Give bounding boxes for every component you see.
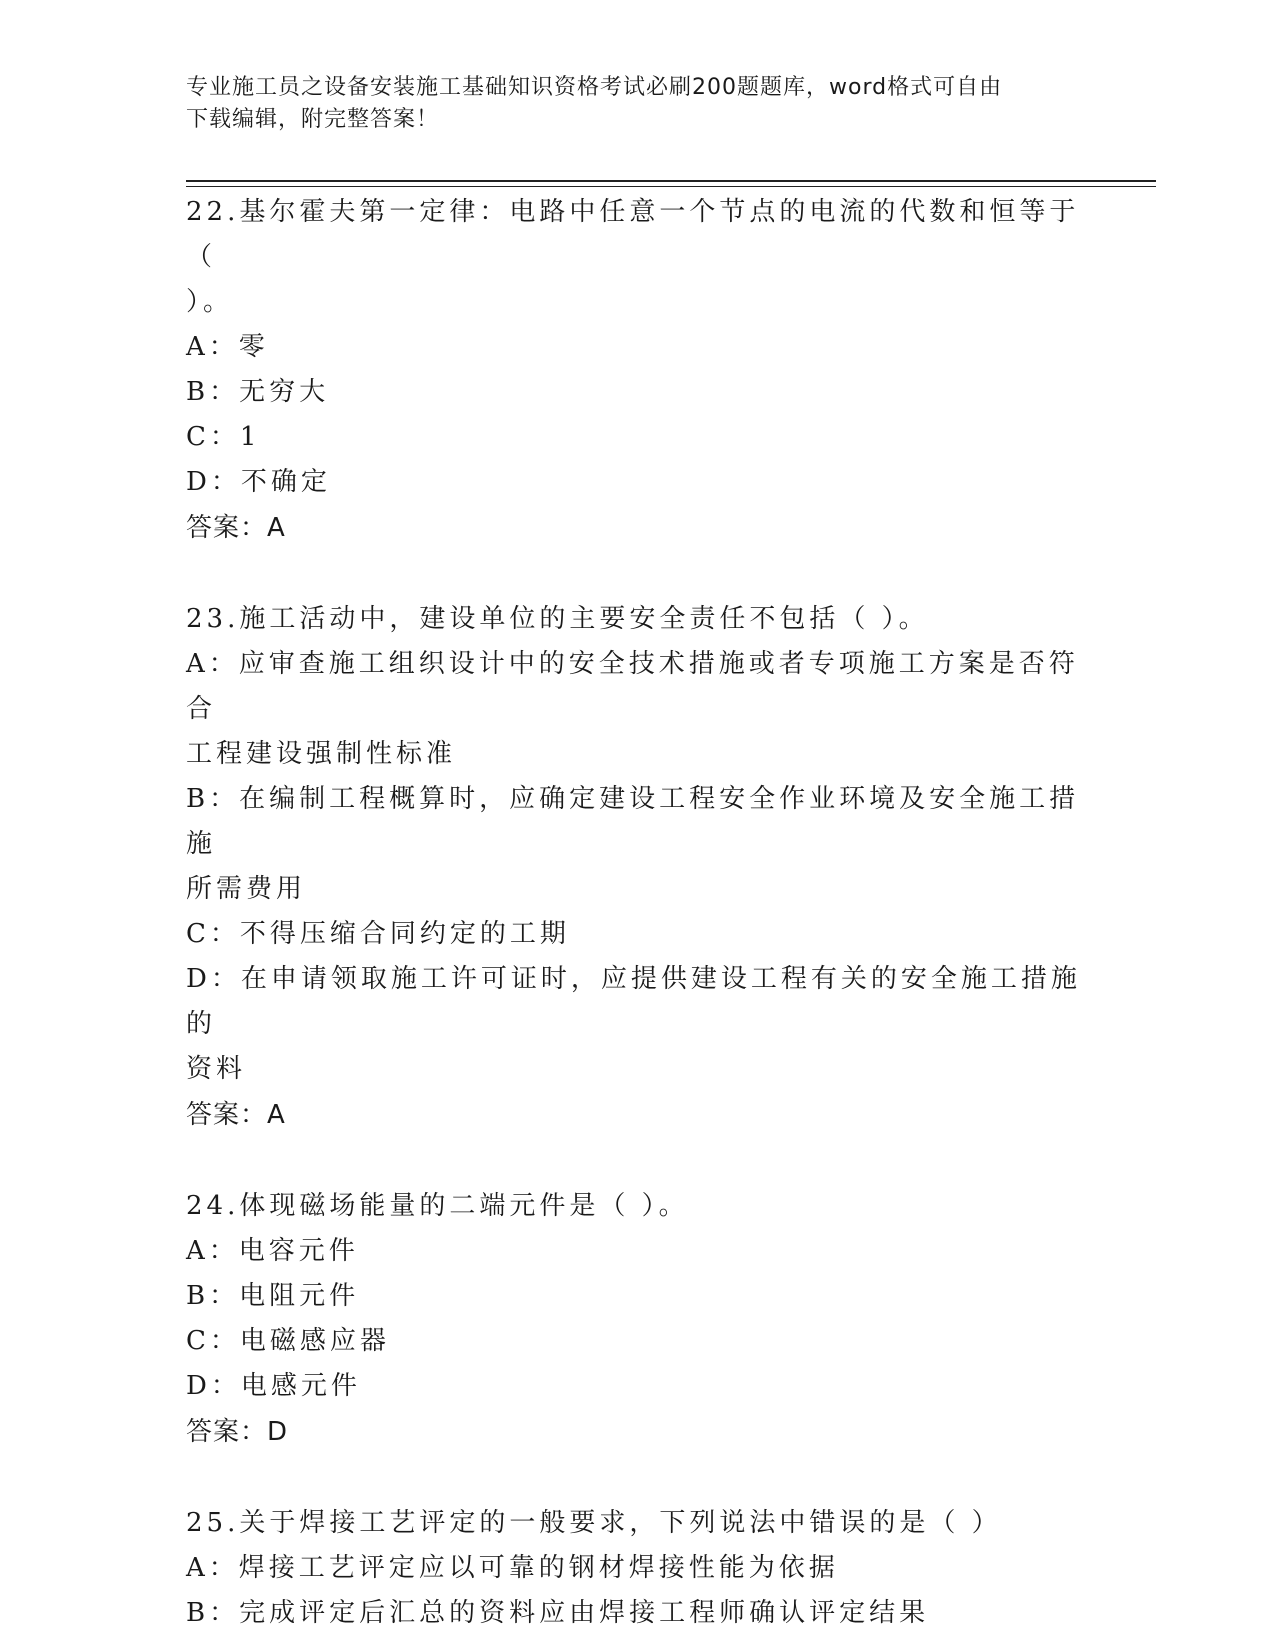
- header-divider-thin: [186, 186, 1156, 187]
- option-a: A：焊接工艺评定应以可靠的钢材焊接性能为依据: [186, 1553, 839, 1583]
- option-b: B：电阻元件: [186, 1281, 360, 1311]
- question-stem: 22.基尔霍夫第一定律：电路中任意一个节点的电流的代数和恒等于（: [186, 197, 1080, 272]
- document-header: [186, 72, 1086, 136]
- answer: 答案：A: [186, 513, 286, 543]
- question-stem: 25.关于焊接工艺评定的一般要求，下列说法中错误的是（ ）: [186, 1508, 1002, 1538]
- answer: 答案：A: [186, 1100, 286, 1130]
- question-stem: 24.体现磁场能量的二端元件是（ ）。: [186, 1191, 689, 1221]
- header-line-2: 下载编辑，附完整答案！: [186, 107, 440, 132]
- option-c: C：电磁感应器: [186, 1326, 390, 1356]
- option-d: D：不确定: [186, 467, 331, 497]
- option-d: D：电感元件: [186, 1371, 361, 1401]
- question-23: [186, 597, 1086, 1138]
- answer: 答案：D: [186, 1417, 289, 1447]
- option-d-cont: 资料: [186, 1054, 247, 1084]
- question-25: [186, 1501, 1086, 1636]
- option-b: B：完成评定后汇总的资料应由焊接工程师确认评定结果: [186, 1598, 930, 1628]
- question-stem-cont: ）。: [186, 287, 234, 317]
- option-c: C：1: [186, 422, 261, 452]
- header-divider-thick: [186, 180, 1156, 182]
- option-b: B：无穷大: [186, 377, 330, 407]
- option-a-cont: 工程建设强制性标准: [186, 739, 457, 769]
- option-b-cont: 所需费用: [186, 874, 307, 904]
- option-d: D：在申请领取施工许可证时，应提供建设工程有关的安全施工措施的: [186, 964, 1081, 1039]
- option-b: B：在编制工程概算时，应确定建设工程安全作业环境及安全施工措施: [186, 784, 1080, 859]
- header-line-1: 专业施工员之设备安装施工基础知识资格考试必刷200题题库，word格式可自由: [186, 75, 1003, 100]
- question-list: [186, 190, 1086, 1636]
- question-stem: 23.施工活动中，建设单位的主要安全责任不包括（ ）。: [186, 604, 929, 634]
- option-a: A：电容元件: [186, 1236, 359, 1266]
- question-24: [186, 1184, 1086, 1455]
- option-a: A：零: [186, 332, 269, 362]
- option-a: A：应审查施工组织设计中的安全技术措施或者专项施工方案是否符合: [186, 649, 1079, 724]
- option-c: C：不得压缩合同约定的工期: [186, 919, 570, 949]
- question-22: [186, 190, 1086, 551]
